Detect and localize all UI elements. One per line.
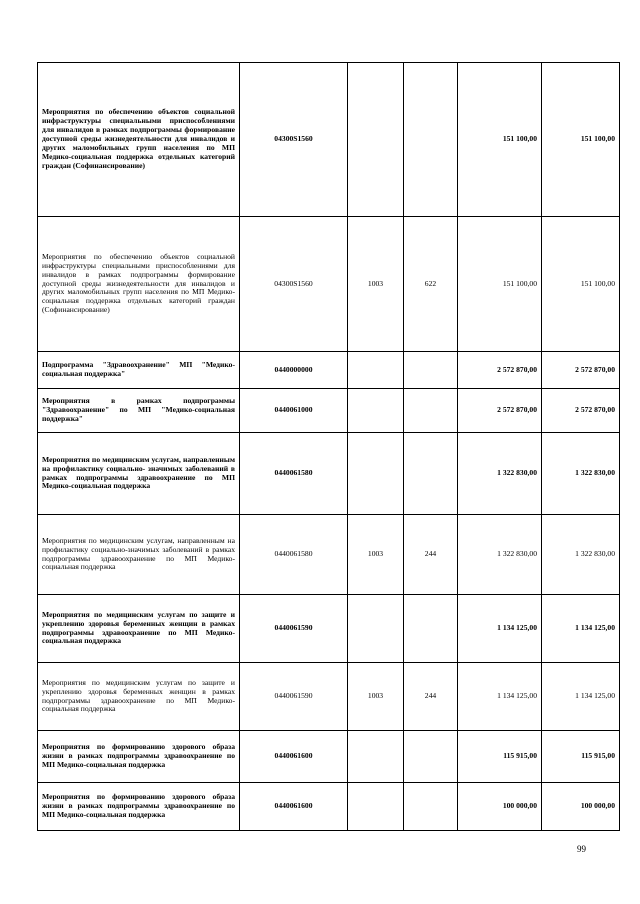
table-row — [38, 731, 620, 783]
row-code-cell: 0440000000 — [240, 352, 348, 389]
row-sum1-cell: 1 322 830,00 — [458, 515, 542, 595]
row-sum2-cell: 151 100,00 — [542, 217, 620, 352]
row-sum2-cell: 1 322 830,00 — [542, 515, 620, 595]
table-row — [38, 352, 620, 389]
row-sum2-cell: 1 134 125,00 — [542, 595, 620, 663]
row-section-cell: 1003 — [348, 217, 404, 352]
table-row — [38, 515, 620, 595]
row-sum1-cell: 1 134 125,00 — [458, 595, 542, 663]
row-sum2-cell: 2 572 870,00 — [542, 352, 620, 389]
row-code-cell: 04300S1560 — [240, 217, 348, 352]
row-sum1-cell: 115 915,00 — [458, 731, 542, 783]
row-vr-cell — [404, 595, 458, 663]
row-name-cell: Мероприятия по медицинским услугам по защите и укреплению здоровья беременных женщин в рамках подпрограммы здравоохранение по МП Медико-социальная поддержка — [38, 663, 240, 731]
row-sum2-cell: 1 134 125,00 — [542, 663, 620, 731]
row-code-cell: 0440061600 — [240, 731, 348, 783]
row-section-cell — [348, 63, 404, 217]
table-row — [38, 63, 620, 217]
row-section-cell — [348, 783, 404, 831]
row-vr-cell — [404, 63, 458, 217]
row-section-cell — [348, 389, 404, 433]
row-code-cell: 0440061590 — [240, 663, 348, 731]
row-name-cell: Мероприятия по обеспечению объектов социальной инфраструктуры специальными приспособлениями для инвалидов в рамках подпрограммы формирование доступной среды жизнедеятельности для инвалидов и других маломобильных групп населения по МП Медико-социальная поддержка отдельных категорий граждан (Софинансирование) — [38, 217, 240, 352]
row-section-cell — [348, 731, 404, 783]
row-name-cell: Мероприятия по обеспечению объектов социальной инфраструктуры специальными приспособлениями для инвалидов в рамках подпрограммы формирование доступной среды жизнедеятельности для инвалидов и других маломобильных групп населения по МП Медико-социальная поддержка отдельных категорий граждан (Софинансирование) — [38, 63, 240, 217]
row-name-cell: Мероприятия в рамках подпрограммы "Здравоохранение" по МП "Медико-социальная поддержка" — [38, 389, 240, 433]
page-number: 99 — [577, 844, 586, 854]
table-row — [38, 595, 620, 663]
row-code-cell: 0440061580 — [240, 433, 348, 515]
row-section-cell: 1003 — [348, 663, 404, 731]
row-name-cell: Мероприятия по медицинским услугам по защите и укреплению здоровья беременных женщин в рамках подпрограммы здравоохранение по МП Медико-социальная поддержка — [38, 595, 240, 663]
row-section-cell: 1003 — [348, 515, 404, 595]
row-vr-cell — [404, 783, 458, 831]
row-name-cell: Мероприятия по медицинским услугам, направленным на профилактику социально- значимых заболеваний в рамках подпрограммы здравоохранение по МП Медико-социальная поддержка — [38, 433, 240, 515]
row-sum2-cell: 2 572 870,00 — [542, 389, 620, 433]
table-row — [38, 433, 620, 515]
table-row — [38, 783, 620, 831]
row-sum2-cell: 1 322 830,00 — [542, 433, 620, 515]
row-sum1-cell: 151 100,00 — [458, 217, 542, 352]
row-name-cell: Мероприятия по формированию здорового образа жизни в рамках подпрограммы здравоохранение по МП Медико-социальная поддержка — [38, 731, 240, 783]
table-row — [38, 217, 620, 352]
row-section-cell — [348, 595, 404, 663]
row-code-cell: 0440061590 — [240, 595, 348, 663]
row-sum1-cell: 2 572 870,00 — [458, 389, 542, 433]
row-sum2-cell: 151 100,00 — [542, 63, 620, 217]
row-sum2-cell: 100 000,00 — [542, 783, 620, 831]
row-sum1-cell: 1 134 125,00 — [458, 663, 542, 731]
row-vr-cell — [404, 352, 458, 389]
row-vr-cell: 622 — [404, 217, 458, 352]
budget-table — [37, 62, 620, 831]
table-row — [38, 389, 620, 433]
row-name-cell: Мероприятия по медицинским услугам, направленным на профилактику социально-значимых заболеваний в рамках подпрограммы здравоохранение по МП Медико-социальная поддержка — [38, 515, 240, 595]
row-code-cell: 04300S1560 — [240, 63, 348, 217]
row-code-cell: 0440061000 — [240, 389, 348, 433]
row-vr-cell: 244 — [404, 663, 458, 731]
row-vr-cell — [404, 433, 458, 515]
row-name-cell: Подпрограмма "Здравоохранение" МП "Медико-социальная поддержка" — [38, 352, 240, 389]
row-sum1-cell: 1 322 830,00 — [458, 433, 542, 515]
row-code-cell: 0440061600 — [240, 783, 348, 831]
row-section-cell — [348, 352, 404, 389]
row-sum1-cell: 151 100,00 — [458, 63, 542, 217]
row-vr-cell — [404, 389, 458, 433]
row-vr-cell — [404, 731, 458, 783]
row-name-cell: Мероприятия по формированию здорового образа жизни в рамках подпрограммы здравоохранение по МП Медико-социальная поддержка — [38, 783, 240, 831]
row-section-cell — [348, 433, 404, 515]
row-sum1-cell: 100 000,00 — [458, 783, 542, 831]
table-row — [38, 663, 620, 731]
row-sum2-cell: 115 915,00 — [542, 731, 620, 783]
row-vr-cell: 244 — [404, 515, 458, 595]
row-code-cell: 0440061580 — [240, 515, 348, 595]
row-sum1-cell: 2 572 870,00 — [458, 352, 542, 389]
